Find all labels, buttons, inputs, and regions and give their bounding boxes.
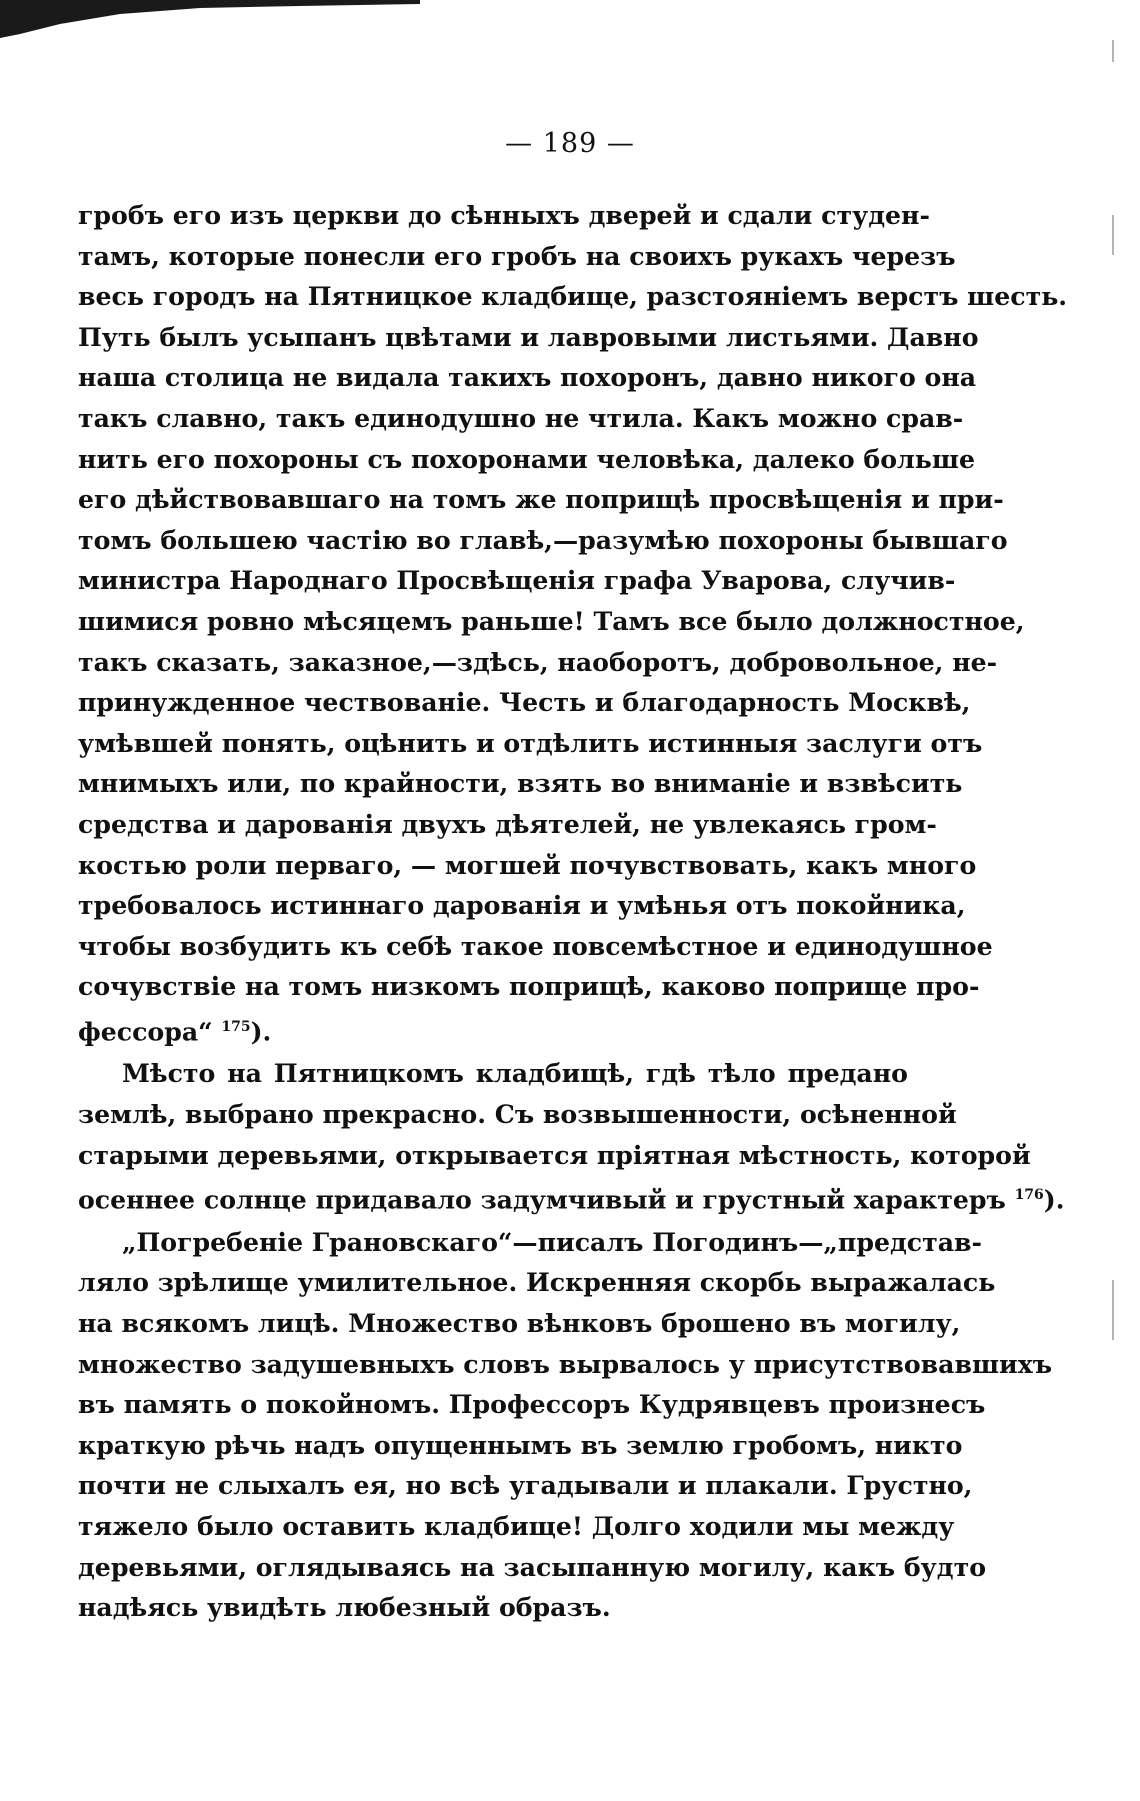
scan-edge-tick xyxy=(1112,1280,1114,1340)
text-line xyxy=(78,1175,1065,1216)
text-line-content: ляло зрѣлище умилительное. Искренняя скорбь выражалась xyxy=(78,1267,996,1298)
text-line xyxy=(78,682,971,723)
text-line xyxy=(78,479,1004,520)
text-line-content: краткую рѣчь надъ опущеннымъ въ землю гробомъ, никто xyxy=(78,1429,963,1460)
text-line xyxy=(78,1135,1031,1176)
text-line-content: требовалось истиннаго дарованія и умѣнья отъ покойника, xyxy=(78,890,966,921)
text-line xyxy=(78,1384,986,1425)
text-line xyxy=(78,1053,908,1094)
scan-edge-artifact xyxy=(0,0,420,38)
text-line-content: на всякомъ лицѣ. Множество вѣнковъ брошено въ могилу, xyxy=(78,1308,961,1339)
text-line xyxy=(78,1262,996,1303)
text-line xyxy=(78,560,956,601)
text-line xyxy=(78,723,983,764)
text-line xyxy=(78,1007,908,1048)
text-line-content: томъ большею частію во главѣ,—разумѣю похороны бывшаго xyxy=(78,524,1008,555)
text-line xyxy=(78,966,980,1007)
text-line-content: фессора“ xyxy=(78,1016,222,1047)
text-line-content: старыми деревьями, открывается пріятная мѣстность, которой xyxy=(78,1139,1031,1170)
text-line-content: министра Народнаго Просвѣщенія графа Уварова, случив- xyxy=(78,565,956,596)
footnote-ref: 175 xyxy=(221,1018,251,1035)
text-line-content: такъ сказать, заказное,—здѣсь, наоборотъ, добровольное, не- xyxy=(78,646,998,677)
text-line xyxy=(78,885,966,926)
text-line xyxy=(78,398,964,439)
text-line-content: надѣясь увидѣть любезный образъ. xyxy=(78,1592,611,1623)
text-line-content: его дѣйствовавшаго на томъ же поприщѣ просвѣщенія и при- xyxy=(78,484,1004,515)
text-line xyxy=(78,1587,908,1628)
text-line-content: гробъ его изъ церкви до сѣнныхъ дверей и сдали студен- xyxy=(78,200,930,230)
scan-edge-tick xyxy=(1112,40,1114,62)
text-line-content: умѣвшей понять, оцѣнить и отдѣлить истинныя заслуги отъ xyxy=(78,727,983,758)
footnote-ref: 176 xyxy=(1014,1187,1044,1204)
text-line-content: весь городъ на Пятницкое кладбище, разстояніемъ верстъ шесть. xyxy=(78,281,1068,312)
text-line-content: костью роли перваго, — могшей почувствовать, какъ много xyxy=(78,849,977,880)
text-line xyxy=(78,804,937,845)
text-line-content: деревьями, оглядываясь на засыпанную могилу, какъ будто xyxy=(78,1551,986,1582)
text-line-content: мнимыхъ или, по крайности, взять во вниманіе и взвѣсить xyxy=(78,768,963,799)
text-line-content: тяжело было оставить кладбище! Долго ходили мы между xyxy=(78,1511,955,1541)
text-line-content: сочувствіе на томъ низкомъ поприщѣ, каково поприще про- xyxy=(78,971,980,1002)
text-line xyxy=(78,195,930,236)
text-line xyxy=(78,642,998,683)
text-line xyxy=(78,520,1008,561)
scan-edge-tick xyxy=(1112,215,1114,255)
text-line-content: землѣ, выбрано прекрасно. Съ возвышенности, осѣненной xyxy=(78,1099,957,1130)
text-line-tail: ). xyxy=(250,1016,272,1047)
text-line-content: наша столица не видала такихъ похоронъ, давно никого она xyxy=(78,362,977,393)
text-line xyxy=(78,845,977,886)
text-line-content: „Погребеніе Грановскаго“—писалъ Погодинъ—„представ- xyxy=(122,1226,983,1257)
text-line xyxy=(78,1465,973,1506)
page-number: — 189 — xyxy=(505,128,635,159)
text-line-content: Путь былъ усыпанъ цвѣтами и лавровыми листьями. Давно xyxy=(78,321,979,352)
text-line xyxy=(78,601,1025,642)
text-line-content: множество задушевныхъ словъ вырвалось у присутствовавшихъ xyxy=(78,1348,1053,1379)
text-line xyxy=(78,926,993,967)
text-line xyxy=(78,439,975,480)
text-line xyxy=(78,1303,961,1344)
text-line-content: средства и дарованія двухъ дѣятелей, не увлекаясь гром- xyxy=(78,808,937,839)
text-line-content: почти не слыхалъ ея, но всѣ угадывали и плакали. Грустно, xyxy=(78,1470,973,1501)
text-line xyxy=(78,357,977,398)
text-line xyxy=(78,317,979,358)
text-line-content: въ память о покойномъ. Профессоръ Кудрявцевъ произнесъ xyxy=(78,1389,986,1420)
text-line-content: принужденное чествованіе. Честь и благодарность Москвѣ, xyxy=(78,687,971,718)
text-line xyxy=(78,1344,1053,1385)
text-line xyxy=(78,236,956,277)
text-line-content: осеннее солнце придавало задумчивый и грустный характеръ xyxy=(78,1184,1015,1215)
text-line-content: чтобы возбудить къ себѣ такое повсемѣстное и единодушное xyxy=(78,930,993,961)
text-line-content: тамъ, которые понесли его гробъ на своихъ рукахъ черезъ xyxy=(78,240,956,271)
text-line xyxy=(78,1094,957,1135)
text-line xyxy=(78,1506,955,1547)
body-text xyxy=(78,195,1068,1628)
text-line-tail: ). xyxy=(1043,1184,1065,1215)
text-line xyxy=(78,276,1068,317)
text-line xyxy=(78,1425,963,1466)
text-line xyxy=(78,1547,986,1588)
text-line-content: такъ славно, такъ единодушно не чтила. Какъ можно срав- xyxy=(78,402,964,433)
text-line-content: Мѣсто на Пятницкомъ кладбищѣ, гдѣ тѣло предано xyxy=(122,1058,908,1089)
text-line-content: нить его похороны съ похоронами человѣка, далеко больше xyxy=(78,443,975,474)
text-line xyxy=(78,763,963,804)
text-line-content: шимися ровно мѣсяцемъ раньше! Тамъ все было должностное, xyxy=(78,605,1025,636)
text-line xyxy=(78,1222,983,1263)
